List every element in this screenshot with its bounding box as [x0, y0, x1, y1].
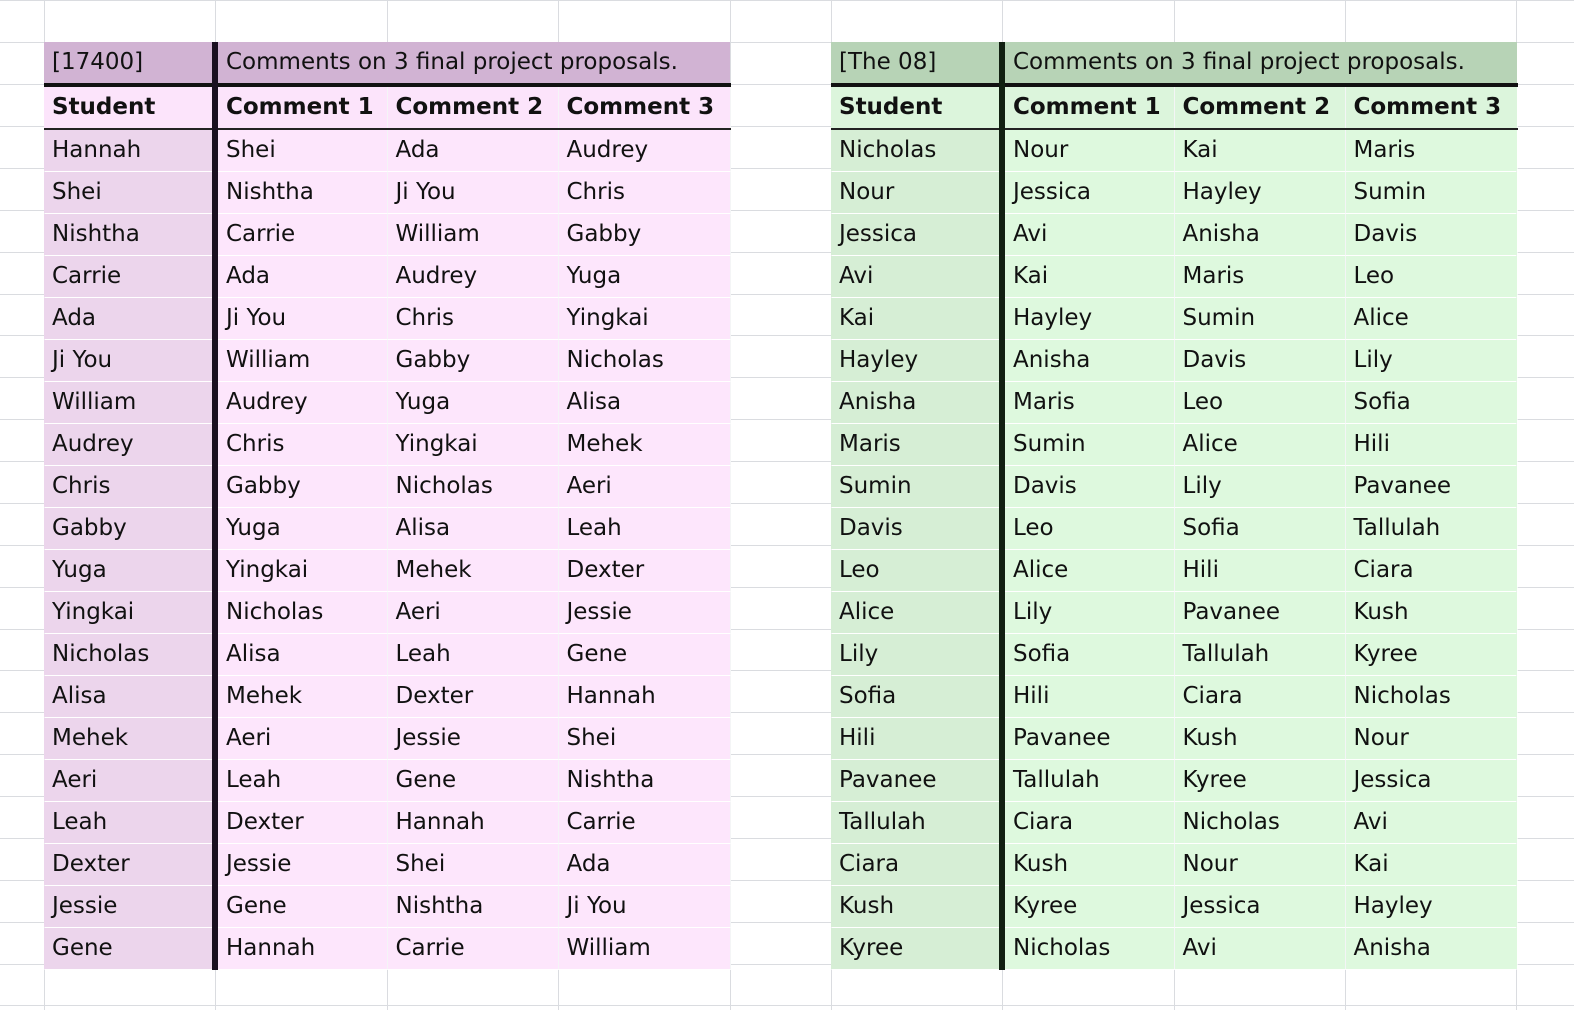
- table-row: [44, 466, 730, 508]
- comment-2-cell[interactable]: Pavanee: [1174, 592, 1345, 634]
- comment-2-cell[interactable]: Hannah: [387, 802, 558, 844]
- student-name-cell[interactable]: Sofia: [831, 676, 1002, 718]
- student-name-cell[interactable]: Leah: [44, 802, 215, 844]
- table-row: [44, 298, 730, 340]
- comment-2-cell[interactable]: Ada: [387, 129, 558, 172]
- comment-2-cell[interactable]: Ji You: [387, 172, 558, 214]
- comment-2-cell[interactable]: Shei: [387, 844, 558, 886]
- comment-3-cell[interactable]: Hili: [1345, 424, 1517, 466]
- student-name-cell[interactable]: William: [44, 382, 215, 424]
- header-comment-1-cell[interactable]: Comment 1: [1002, 85, 1174, 129]
- student-name-cell[interactable]: Ji You: [44, 340, 215, 382]
- table-row: [831, 802, 1517, 844]
- table-row: [831, 424, 1517, 466]
- student-name-cell[interactable]: Avi: [831, 256, 1002, 298]
- comment-1-cell[interactable]: Nishtha: [215, 172, 387, 214]
- comment-3-cell[interactable]: Alisa: [558, 382, 730, 424]
- comment-1-cell[interactable]: Dexter: [215, 802, 387, 844]
- comment-2-cell[interactable]: Gabby: [387, 340, 558, 382]
- comment-2-cell[interactable]: Sumin: [1174, 298, 1345, 340]
- table-row: [44, 676, 730, 718]
- section-code-cell[interactable]: [The 08]: [831, 42, 1002, 85]
- comment-1-cell[interactable]: Kai: [1002, 256, 1174, 298]
- student-name-cell[interactable]: Pavanee: [831, 760, 1002, 802]
- comment-3-cell[interactable]: Hannah: [558, 676, 730, 718]
- student-name-cell[interactable]: Hayley: [831, 340, 1002, 382]
- comment-3-cell[interactable]: Ji You: [558, 886, 730, 928]
- student-name-cell[interactable]: Anisha: [831, 382, 1002, 424]
- comment-1-cell[interactable]: Pavanee: [1002, 718, 1174, 760]
- table-row: [831, 214, 1517, 256]
- comment-3-cell[interactable]: Avi: [1345, 802, 1517, 844]
- student-name-cell[interactable]: Nicholas: [44, 634, 215, 676]
- comment-2-cell[interactable]: Alice: [1174, 424, 1345, 466]
- comment-1-cell[interactable]: Tallulah: [1002, 760, 1174, 802]
- comment-3-cell[interactable]: Kyree: [1345, 634, 1517, 676]
- student-name-cell[interactable]: Maris: [831, 424, 1002, 466]
- header-student-cell[interactable]: Student: [44, 85, 215, 129]
- comment-1-cell[interactable]: William: [215, 340, 387, 382]
- student-name-cell[interactable]: Davis: [831, 508, 1002, 550]
- table-row: [44, 886, 730, 928]
- comment-3-cell[interactable]: Lily: [1345, 340, 1517, 382]
- comment-2-cell[interactable]: Nicholas: [387, 466, 558, 508]
- table-row: [831, 172, 1517, 214]
- comment-1-cell[interactable]: Nicholas: [1002, 928, 1174, 970]
- comment-3-cell[interactable]: Sumin: [1345, 172, 1517, 214]
- comment-1-cell[interactable]: Davis: [1002, 466, 1174, 508]
- grid-line: [0, 1005, 1574, 1006]
- comment-3-cell[interactable]: Ada: [558, 844, 730, 886]
- table-row: [44, 256, 730, 298]
- comment-2-cell[interactable]: Kush: [1174, 718, 1345, 760]
- student-name-cell[interactable]: Alisa: [44, 676, 215, 718]
- comment-3-cell[interactable]: Hayley: [1345, 886, 1517, 928]
- table-header-row: [831, 85, 1517, 129]
- comment-3-cell[interactable]: Maris: [1345, 129, 1517, 172]
- student-name-cell[interactable]: Chris: [44, 466, 215, 508]
- student-name-cell[interactable]: Kai: [831, 298, 1002, 340]
- comment-2-cell[interactable]: Yuga: [387, 382, 558, 424]
- table-row: [44, 718, 730, 760]
- comment-2-cell[interactable]: Alisa: [387, 508, 558, 550]
- comment-2-cell[interactable]: Aeri: [387, 592, 558, 634]
- student-name-cell[interactable]: Lily: [831, 634, 1002, 676]
- student-name-cell[interactable]: Kush: [831, 886, 1002, 928]
- comment-1-cell[interactable]: Audrey: [215, 382, 387, 424]
- comment-1-cell[interactable]: Lily: [1002, 592, 1174, 634]
- table-header-row: [44, 85, 730, 129]
- table-description-cell[interactable]: Comments on 3 final project proposals.: [1002, 42, 1517, 85]
- comment-1-cell[interactable]: Alisa: [215, 634, 387, 676]
- student-name-cell[interactable]: Ada: [44, 298, 215, 340]
- table-row: [44, 550, 730, 592]
- student-name-cell[interactable]: Nicholas: [831, 129, 1002, 172]
- table-row: [831, 340, 1517, 382]
- student-name-cell[interactable]: Nishtha: [44, 214, 215, 256]
- comment-3-cell[interactable]: Aeri: [558, 466, 730, 508]
- comment-2-cell[interactable]: Audrey: [387, 256, 558, 298]
- comment-2-cell[interactable]: Hili: [1174, 550, 1345, 592]
- comment-1-cell[interactable]: Ada: [215, 256, 387, 298]
- table-title-row: [44, 42, 730, 85]
- table-row: [831, 928, 1517, 970]
- student-name-cell[interactable]: Jessie: [44, 886, 215, 928]
- comment-2-cell[interactable]: Kyree: [1174, 760, 1345, 802]
- student-name-cell[interactable]: Sumin: [831, 466, 1002, 508]
- table-description-cell[interactable]: Comments on 3 final project proposals.: [215, 42, 730, 85]
- table-row: [831, 129, 1517, 172]
- header-comment-2-cell[interactable]: Comment 2: [1174, 85, 1345, 129]
- comment-1-cell[interactable]: Aeri: [215, 718, 387, 760]
- student-name-cell[interactable]: Dexter: [44, 844, 215, 886]
- comment-2-cell[interactable]: Nour: [1174, 844, 1345, 886]
- comment-3-cell[interactable]: Gabby: [558, 214, 730, 256]
- student-name-cell[interactable]: Gabby: [44, 508, 215, 550]
- comment-3-cell[interactable]: Davis: [1345, 214, 1517, 256]
- comment-3-cell[interactable]: Carrie: [558, 802, 730, 844]
- student-name-cell[interactable]: Alice: [831, 592, 1002, 634]
- table-row: [831, 466, 1517, 508]
- table-row: [831, 550, 1517, 592]
- comment-2-cell[interactable]: Mehek: [387, 550, 558, 592]
- comment-1-cell[interactable]: Yingkai: [215, 550, 387, 592]
- comment-2-cell[interactable]: Chris: [387, 298, 558, 340]
- comment-3-cell[interactable]: Leo: [1345, 256, 1517, 298]
- comment-3-cell[interactable]: Anisha: [1345, 928, 1517, 970]
- student-name-cell[interactable]: Hannah: [44, 129, 215, 172]
- header-comment-3-cell[interactable]: Comment 3: [1345, 85, 1517, 129]
- table-row: [831, 298, 1517, 340]
- comment-3-cell[interactable]: Nicholas: [558, 340, 730, 382]
- comment-2-cell[interactable]: Sofia: [1174, 508, 1345, 550]
- table-row: [831, 508, 1517, 550]
- comment-3-cell[interactable]: Tallulah: [1345, 508, 1517, 550]
- table-row: [831, 718, 1517, 760]
- table-row: [44, 129, 730, 172]
- comment-3-cell[interactable]: Gene: [558, 634, 730, 676]
- table-row: [831, 382, 1517, 424]
- comment-3-cell[interactable]: Nour: [1345, 718, 1517, 760]
- table-row: [831, 634, 1517, 676]
- student-name-cell[interactable]: Tallulah: [831, 802, 1002, 844]
- comment-1-cell[interactable]: Mehek: [215, 676, 387, 718]
- comment-1-cell[interactable]: Leo: [1002, 508, 1174, 550]
- comment-2-cell[interactable]: Nicholas: [1174, 802, 1345, 844]
- comment-2-cell[interactable]: Avi: [1174, 928, 1345, 970]
- table-row: [44, 844, 730, 886]
- student-name-cell[interactable]: Nour: [831, 172, 1002, 214]
- comment-2-cell[interactable]: Carrie: [387, 928, 558, 970]
- student-name-cell[interactable]: Audrey: [44, 424, 215, 466]
- comment-1-cell[interactable]: Jessie: [215, 844, 387, 886]
- comment-2-cell[interactable]: Nishtha: [387, 886, 558, 928]
- comment-2-cell[interactable]: Yingkai: [387, 424, 558, 466]
- comment-3-cell[interactable]: Yuga: [558, 256, 730, 298]
- comment-2-cell[interactable]: Dexter: [387, 676, 558, 718]
- comment-3-cell[interactable]: Jessie: [558, 592, 730, 634]
- comment-1-cell[interactable]: Gabby: [215, 466, 387, 508]
- comment-1-cell[interactable]: Chris: [215, 424, 387, 466]
- comment-1-cell[interactable]: Sofia: [1002, 634, 1174, 676]
- student-name-cell[interactable]: Jessica: [831, 214, 1002, 256]
- comment-1-cell[interactable]: Shei: [215, 129, 387, 172]
- student-name-cell[interactable]: Shei: [44, 172, 215, 214]
- comment-1-cell[interactable]: Maris: [1002, 382, 1174, 424]
- student-name-cell[interactable]: Yuga: [44, 550, 215, 592]
- comment-1-cell[interactable]: Carrie: [215, 214, 387, 256]
- student-name-cell[interactable]: Ciara: [831, 844, 1002, 886]
- comment-3-cell[interactable]: Jessica: [1345, 760, 1517, 802]
- comment-2-cell[interactable]: Hayley: [1174, 172, 1345, 214]
- comment-3-cell[interactable]: Nicholas: [1345, 676, 1517, 718]
- comment-3-cell[interactable]: Kai: [1345, 844, 1517, 886]
- comment-1-cell[interactable]: Nour: [1002, 129, 1174, 172]
- table-row: [44, 424, 730, 466]
- comment-1-cell[interactable]: Kyree: [1002, 886, 1174, 928]
- comment-1-cell[interactable]: Anisha: [1002, 340, 1174, 382]
- header-comment-2-cell[interactable]: Comment 2: [387, 85, 558, 129]
- comment-1-cell[interactable]: Avi: [1002, 214, 1174, 256]
- comment-3-cell[interactable]: Shei: [558, 718, 730, 760]
- comment-3-cell[interactable]: Chris: [558, 172, 730, 214]
- table-row: [831, 592, 1517, 634]
- comment-3-cell[interactable]: Pavanee: [1345, 466, 1517, 508]
- comment-2-cell[interactable]: Ciara: [1174, 676, 1345, 718]
- comment-2-cell[interactable]: Anisha: [1174, 214, 1345, 256]
- comment-1-cell[interactable]: Jessica: [1002, 172, 1174, 214]
- comment-3-cell[interactable]: Mehek: [558, 424, 730, 466]
- table-title-row: [831, 42, 1517, 85]
- comment-1-cell[interactable]: Sumin: [1002, 424, 1174, 466]
- table-row: [44, 382, 730, 424]
- comment-2-cell[interactable]: William: [387, 214, 558, 256]
- comment-2-cell[interactable]: Jessica: [1174, 886, 1345, 928]
- comment-2-cell[interactable]: Maris: [1174, 256, 1345, 298]
- comment-1-cell[interactable]: Kush: [1002, 844, 1174, 886]
- comment-2-cell[interactable]: Jessie: [387, 718, 558, 760]
- table-row: [44, 214, 730, 256]
- comment-3-cell[interactable]: Audrey: [558, 129, 730, 172]
- student-name-cell[interactable]: Mehek: [44, 718, 215, 760]
- comments-table-the-08: [831, 42, 1518, 970]
- table-row: [44, 340, 730, 382]
- table-row: [831, 760, 1517, 802]
- comment-1-cell[interactable]: Alice: [1002, 550, 1174, 592]
- table-row: [44, 172, 730, 214]
- comment-1-cell[interactable]: Hayley: [1002, 298, 1174, 340]
- student-name-cell[interactable]: Leo: [831, 550, 1002, 592]
- comment-2-cell[interactable]: Davis: [1174, 340, 1345, 382]
- comment-3-cell[interactable]: William: [558, 928, 730, 970]
- comment-3-cell[interactable]: Kush: [1345, 592, 1517, 634]
- comment-3-cell[interactable]: Dexter: [558, 550, 730, 592]
- comment-2-cell[interactable]: Kai: [1174, 129, 1345, 172]
- comment-2-cell[interactable]: Gene: [387, 760, 558, 802]
- comment-3-cell[interactable]: Leah: [558, 508, 730, 550]
- table-row: [44, 802, 730, 844]
- student-name-cell[interactable]: Kyree: [831, 928, 1002, 970]
- comment-2-cell[interactable]: Leah: [387, 634, 558, 676]
- comment-1-cell[interactable]: Ciara: [1002, 802, 1174, 844]
- comment-2-cell[interactable]: Leo: [1174, 382, 1345, 424]
- table-row: [831, 676, 1517, 718]
- comment-1-cell[interactable]: Yuga: [215, 508, 387, 550]
- comment-2-cell[interactable]: Lily: [1174, 466, 1345, 508]
- comment-3-cell[interactable]: Nishtha: [558, 760, 730, 802]
- student-name-cell[interactable]: Carrie: [44, 256, 215, 298]
- comment-1-cell[interactable]: Ji You: [215, 298, 387, 340]
- student-name-cell[interactable]: Yingkai: [44, 592, 215, 634]
- comment-1-cell[interactable]: Leah: [215, 760, 387, 802]
- table-row: [44, 592, 730, 634]
- table-row: [44, 760, 730, 802]
- comment-1-cell[interactable]: Hannah: [215, 928, 387, 970]
- table-row: [831, 844, 1517, 886]
- section-code-cell[interactable]: [17400]: [44, 42, 215, 85]
- table-row: [831, 886, 1517, 928]
- student-name-cell[interactable]: Hili: [831, 718, 1002, 760]
- header-comment-1-cell[interactable]: Comment 1: [215, 85, 387, 129]
- comment-3-cell[interactable]: Alice: [1345, 298, 1517, 340]
- comment-3-cell[interactable]: Sofia: [1345, 382, 1517, 424]
- header-comment-3-cell[interactable]: Comment 3: [558, 85, 730, 129]
- student-name-cell[interactable]: Gene: [44, 928, 215, 970]
- table-row: [44, 634, 730, 676]
- header-student-cell[interactable]: Student: [831, 85, 1002, 129]
- comment-1-cell[interactable]: Nicholas: [215, 592, 387, 634]
- comment-1-cell[interactable]: Gene: [215, 886, 387, 928]
- table-row: [44, 928, 730, 970]
- comments-table-17400: [44, 42, 731, 970]
- table-row: [44, 508, 730, 550]
- comment-2-cell[interactable]: Tallulah: [1174, 634, 1345, 676]
- comment-3-cell[interactable]: Yingkai: [558, 298, 730, 340]
- comment-1-cell[interactable]: Hili: [1002, 676, 1174, 718]
- student-name-cell[interactable]: Aeri: [44, 760, 215, 802]
- table-row: [831, 256, 1517, 298]
- comment-3-cell[interactable]: Ciara: [1345, 550, 1517, 592]
